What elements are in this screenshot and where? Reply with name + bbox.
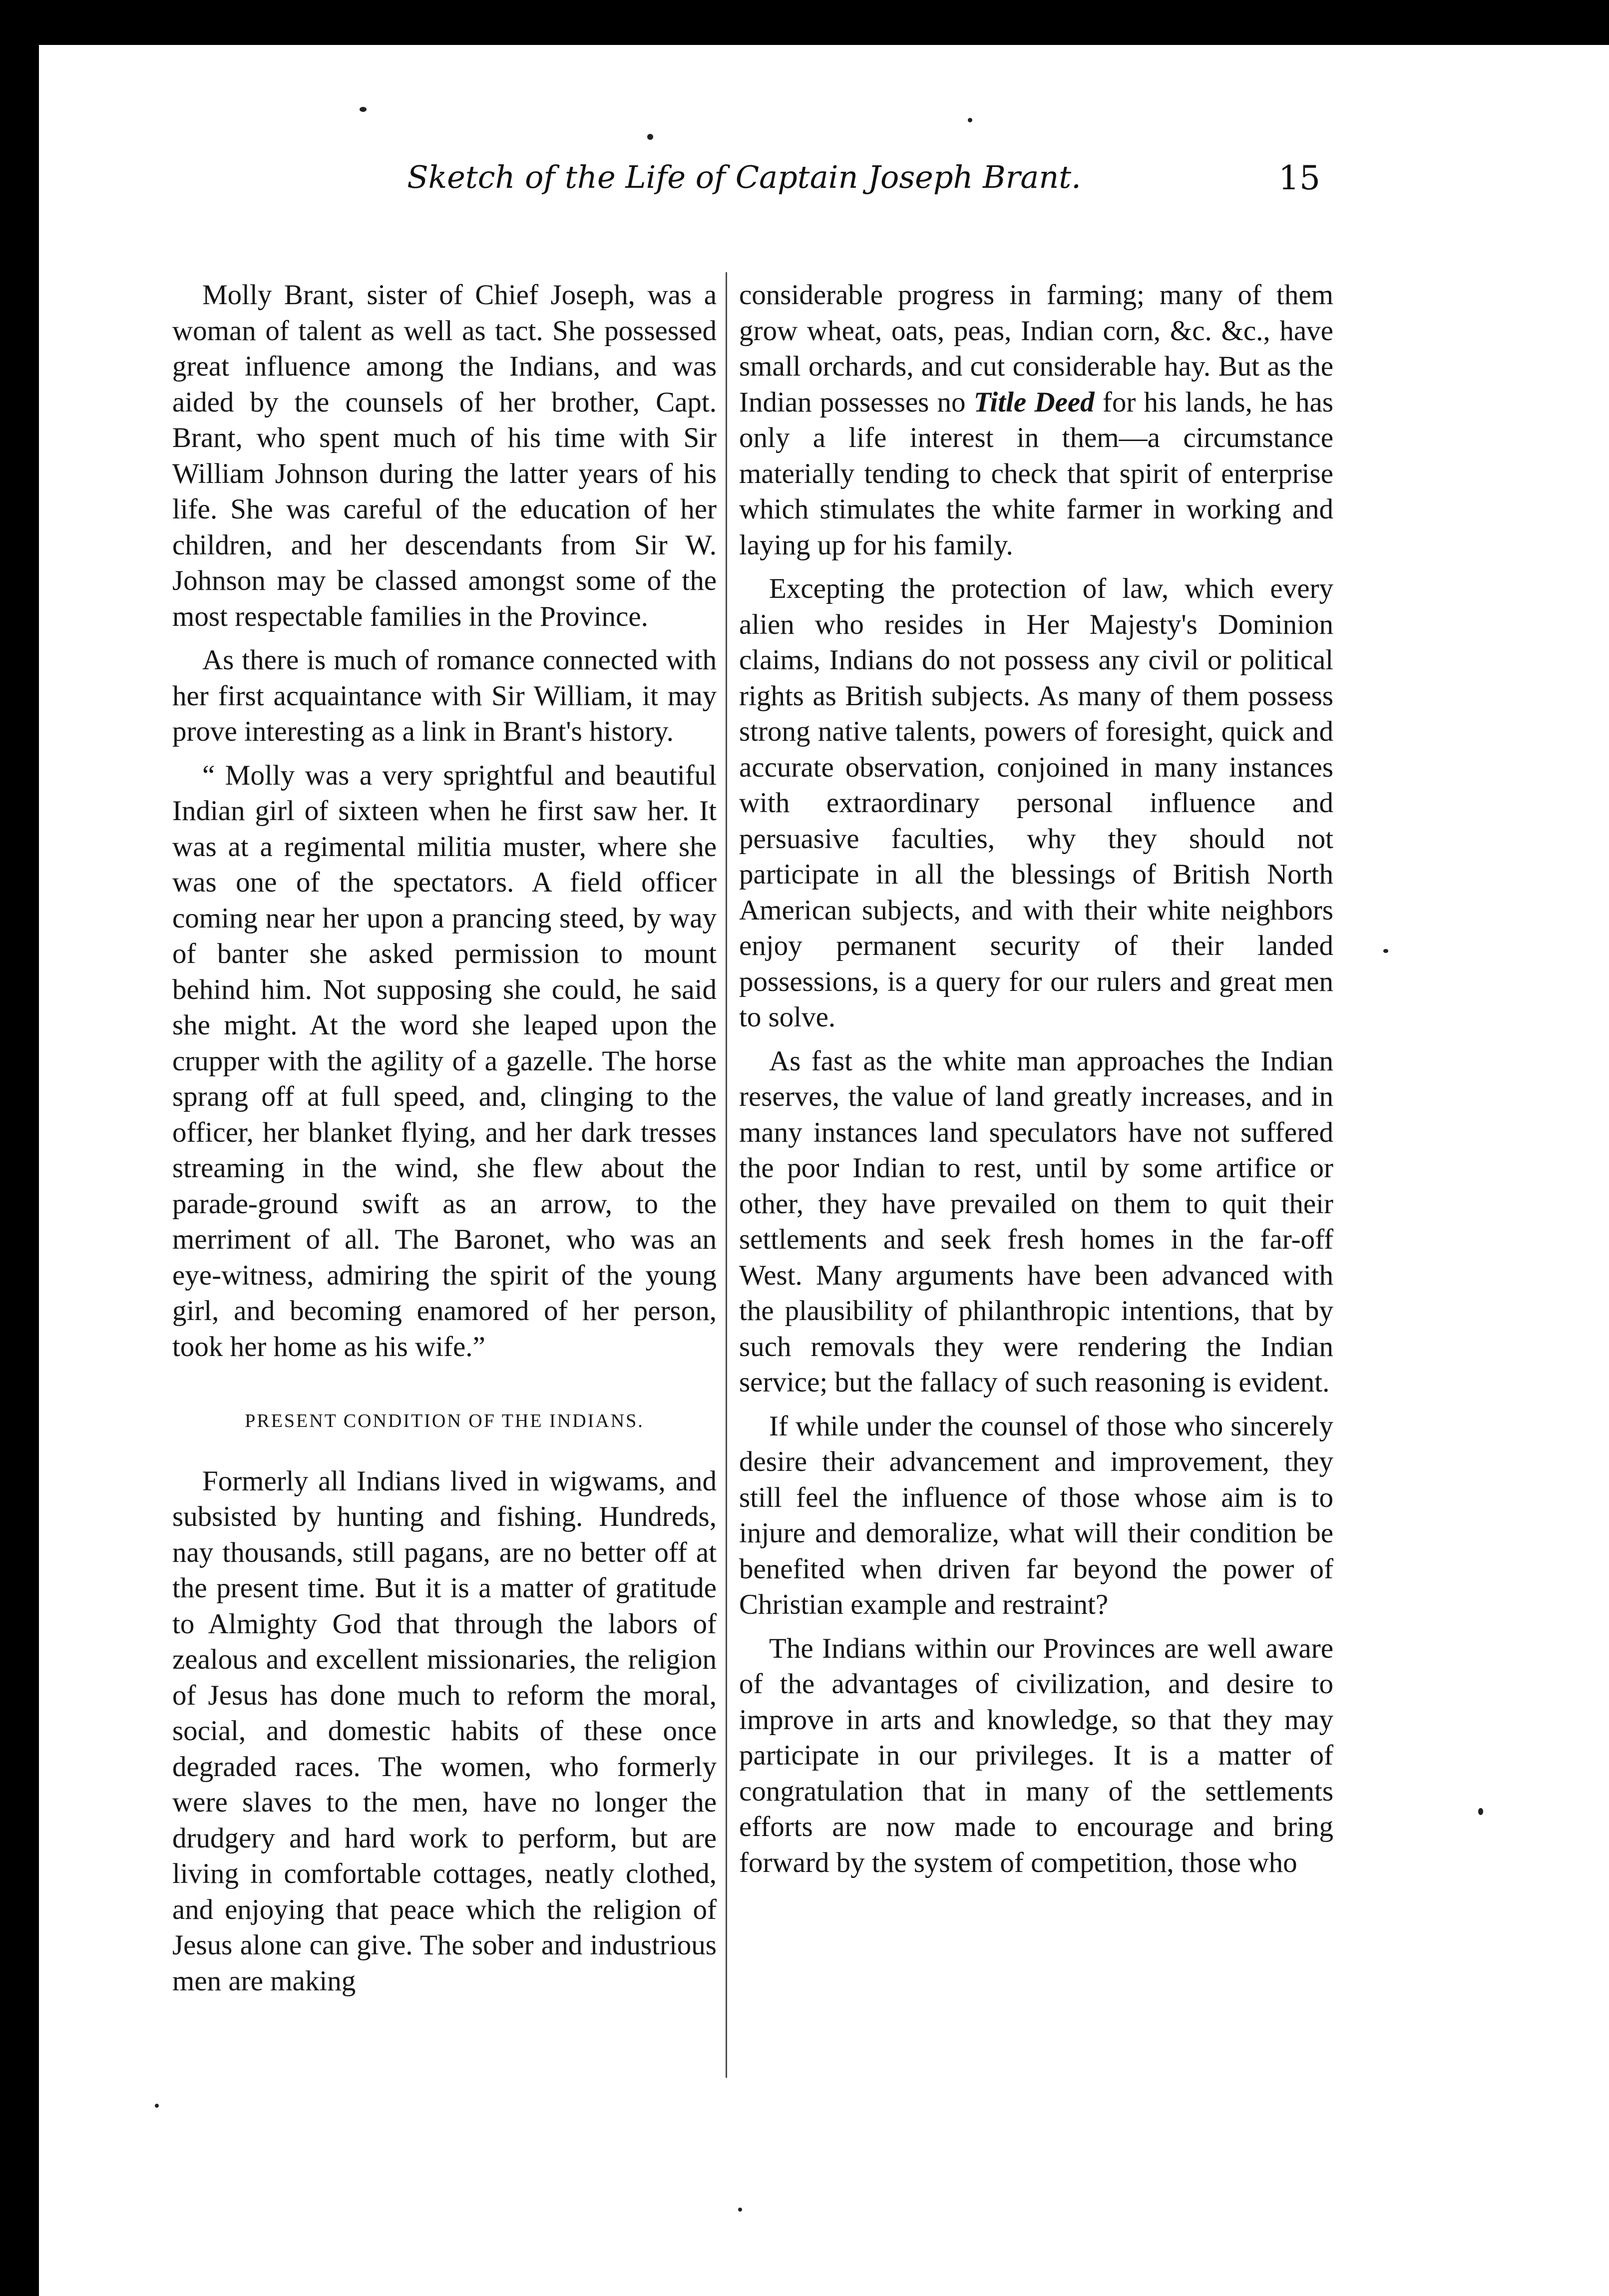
scan-speck <box>360 107 367 112</box>
column-divider <box>726 272 727 2078</box>
left-column <box>172 277 717 2007</box>
paragraph-formerly: Formerly all Indians lived in wigwams, and subsisted by hunting and fishing. Hundreds, nay thousands, still pagans, are no better off at the present time. But it is a matter of gratitude to Almighty God that through the labors of zealous and excellent missionaries, the religion of Jesus has done much to reform the moral, social, and domestic habits of these once degraded races. The women, who formerly were slaves to the men, have no longer the drudgery and hard work to perform, but are living in comfortable cottages, neatly clothed, and enjoying that peace which the religion of Jesus alone can give. The sober and industrious men are making <box>172 1465 717 1997</box>
scan-speck <box>1383 949 1388 953</box>
section-heading: PRESENT CONDITION OF THE INDIANS. <box>245 1410 644 1431</box>
scan-speck <box>647 134 653 140</box>
scan-speck <box>1478 1808 1483 1815</box>
paragraph-romance: As there is much of romance connected with her first acquaintance with Sir William, it may prove interesting as a link in Brant's history. <box>172 644 717 747</box>
title-deed-emphasis: Title Deed <box>973 386 1095 418</box>
scan-speck <box>155 2104 159 2108</box>
paragraph-quotation: “ Molly was a very sprightful and beautiful Indian girl of sixteen when he first saw her. It was at a regimental militia muster, where she was one of the spectators. A field officer coming near her upon a prancing steed, by way of banter she asked permission to mount behind him. Not supposing she could, he said she might. At the word she leaped upon the crupper with the agility of a gazelle. The horse sprang off at full speed, and, clinging to the officer, her blanket flying, and her dark tresses streaming in the wind, she flew about the parade-ground swift as an arrow, to the merriment of all. The Baronet, who was an eye-witness, admiring the spirit of the young girl, and becoming enamored of her person, took her home as his wife.” <box>172 759 717 1363</box>
page-number: 15 <box>1278 159 1320 197</box>
paragraph-continuation <box>739 277 1333 563</box>
running-title: Sketch of the Life of Captain Joseph Brant. <box>407 159 1081 195</box>
paragraph-as-fast: As fast as the white man approaches the Indian reserves, the value of land greatly increases, and in many instances land speculators have not suffered the poor Indian to rest, until by some artifice or other, they have prevailed on them to quit their settlements and seek fresh homes in the far-off West. Many arguments have been advanced with the plausibility of philanthropic intentions, that by such removals they were rendering the Indian service; but the fallacy of such reasoning is evident. <box>739 1045 1333 1398</box>
paragraph-if-while: If while under the counsel of those who sincerely desire their advancement and improvement, they still feel the influence of those whose aim is to injure and demoralize, what will their condition be benefited when driven far beyond the power of Christian example and restraint? <box>739 1410 1333 1620</box>
continuation-text-end: for his lands, he has only a life interest in them—a circumstance materially tending to check that spirit of enterprise which stimulates the white farmer in working and laying up for his family. <box>739 386 1333 561</box>
paragraph-indians-within: The Indians within our Provinces are well aware of the advantages of civilization, and desire to improve in arts and knowledge, so that they may participate in our privileges. It is a matter of congratulation that in many of the settlements efforts are now made to encourage and bring forward by the system of competition, those who <box>739 1632 1333 1878</box>
right-column <box>739 277 1333 1888</box>
scan-speck <box>738 2208 742 2212</box>
paragraph-excepting: Excepting the protection of law, which every alien who resides in Her Majesty's Dominion claims, Indians do not possess any civil or political rights as British subjects. As many of them possess strong native talents, powers of foresight, quick and accurate observation, conjoined in many instances with extraordinary personal influence and persuasive faculties, why they should not participate in all the blessings of British North American subjects, and with their white neighbors enjoy permanent security of their landed possessions, is a query for our rulers and great men to solve. <box>739 573 1333 1033</box>
continuation-text-start: considerable progress in farming; many of them grow wheat, oats, peas, Indian corn, &c. &c., have small orchards, and cut considerable hay. But as the Indian possesses no <box>739 279 1333 418</box>
scan-speck <box>968 118 972 122</box>
paragraph-molly-brant: Molly Brant, sister of Chief Joseph, was a woman of talent as well as tact. She possessed great influence among the Indians, and was aided by the counsels of her brother, Capt. Brant, who spent much of his time with Sir William Johnson during the latter years of his life. She was careful of the education of her children, and her descendants from Sir W. Johnson may be classed amongst some of the most respectable families in the Province. <box>172 279 717 632</box>
